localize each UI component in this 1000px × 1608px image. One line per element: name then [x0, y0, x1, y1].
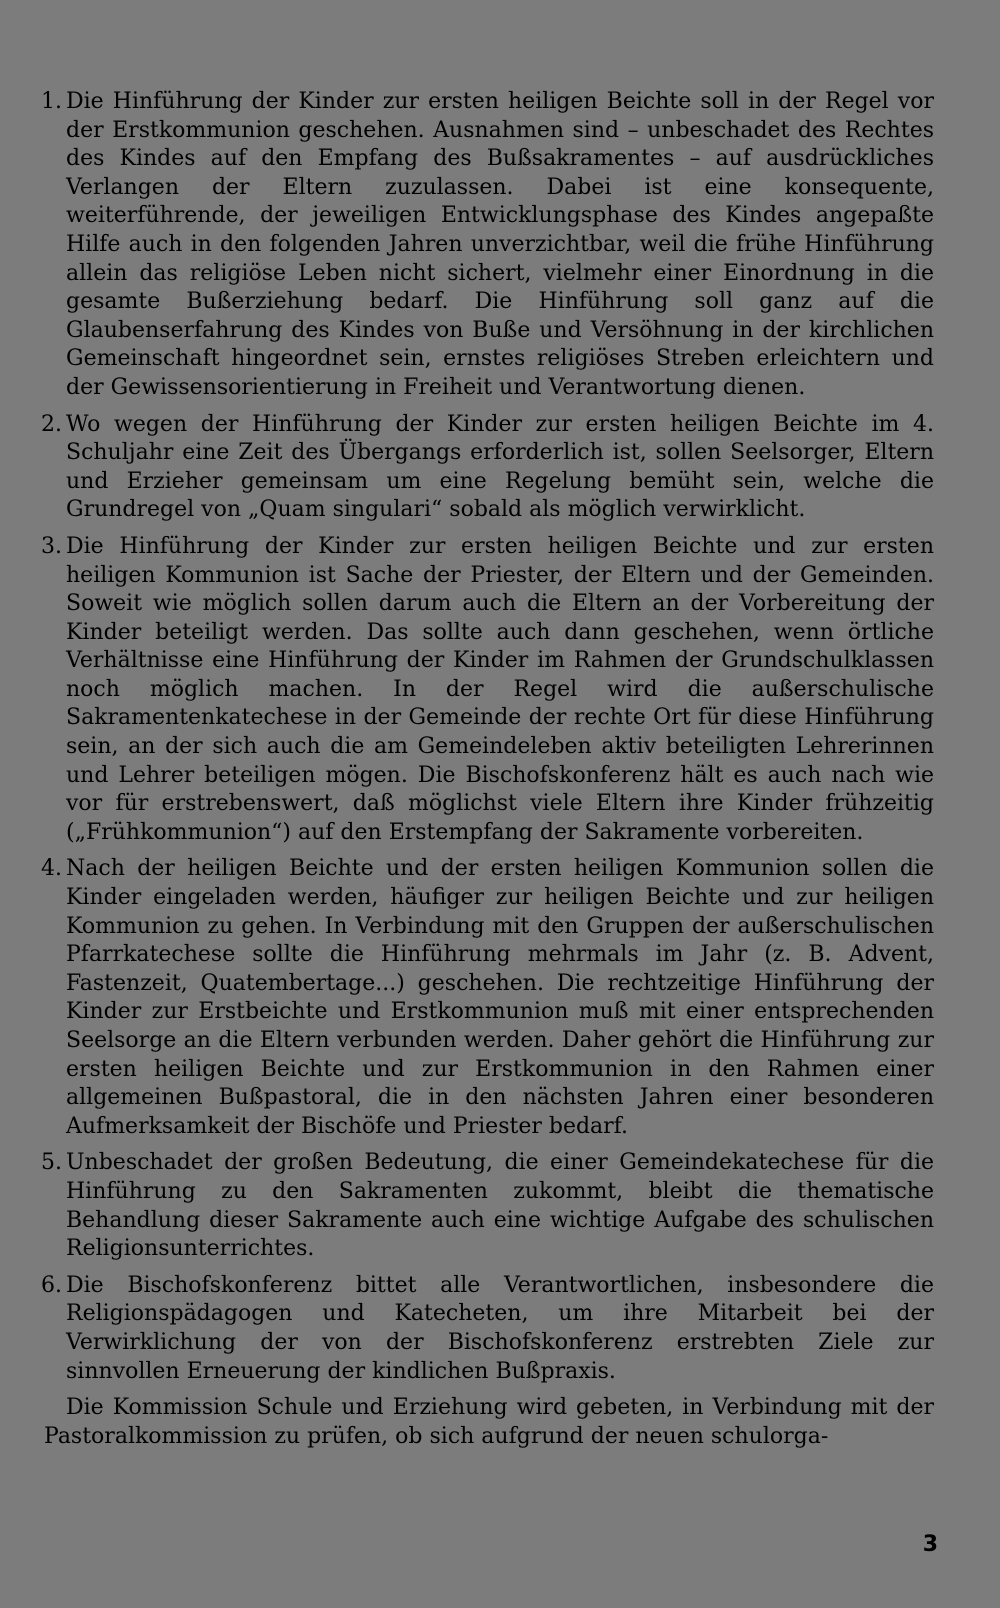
list-item-2	[41, 411, 934, 525]
item-number: 2.	[41, 411, 62, 437]
closing-paragraph: Die Kommission Schule und Erziehung wird gebeten, in Verbindung mit der Pastoralkommission zu prüfen, ob sich aufgrund der neuen schulorga-	[44, 1395, 934, 1449]
item-number: 3.	[41, 533, 62, 559]
list-item-3	[41, 533, 934, 848]
item-text: Nach der heiligen Beichte und der ersten heiligen Kommunion sollen die Kinder eingeladen werden, häufiger zur heiligen Beichte und zur heiligen Kommunion zu gehen. In Verbindung mit den Gruppen der außerschulischen Pfarrkatechese sollte die Hinführung mehrmals im Jahr (z. B. Advent, Fastenzeit, Quatembertage...) geschehen. Die rechtzeitige Hinführung der Kinder zur Erstbeichte und Erstkommunion muß mit einer entsprechenden Seelsorge an die Eltern verbunden werden. Daher gehört die Hinführung zur ersten heiligen Beichte und zur Erstkommunion in den Rahmen einer allgemeinen Bußpastoral, die in den nächsten Jahren einer besonderen Aufmerksamkeit der Bischöfe und Priester bedarf.	[66, 856, 934, 1139]
item-text: Die Hinführung der Kinder zur ersten heiligen Beichte soll in der Regel vor der Erstkommunion geschehen. Ausnahmen sind – unbeschadet des Rechtes des Kindes auf den Empfang des Bußsakramentes – auf ausdrückliches Verlangen der Eltern zuzulassen. Dabei ist eine konsequente, weiterführende, der jeweiligen Entwicklungsphase des Kindes angepaßte Hilfe auch in den folgenden Jahren unverzichtbar, weil die frühe Hinführung allein das religiöse Leben nicht sichert, vielmehr einer Einordnung in die gesamte Bußerziehung bedarf. Die Hinführung soll ganz auf die Glaubenserfahrung des Kindes von Buße und Versöhnung in der kirchlichen Gemeinschaft hingeordnet sein, ernstes religiöses Streben erleichtern und der Gewissensorientierung in Freiheit und Verantwortung dienen.	[66, 89, 934, 400]
list-item-4	[41, 855, 934, 1141]
item-number: 4.	[41, 856, 62, 882]
page-number: 3	[922, 1532, 938, 1557]
item-number: 1.	[41, 89, 62, 114]
body-text	[41, 88, 934, 1451]
item-text: Die Hinführung der Kinder zur ersten heiligen Beichte und zur ersten heiligen Kommunion ist Sache der Priester, der Eltern und der Gemeinden. Soweit wie möglich sollen darum auch die Eltern an der Vorbereitung der Kinder beteiligt werden. Das sollte auch dann geschehen, wenn örtliche Verhältnisse eine Hinführung der Kinder im Rahmen der Grundschulklassen noch möglich machen. In der Regel wird die außerschulische Sakramentenkatechese in der Gemeinde der rechte Ort für diese Hinführung sein, an der sich auch die am Gemeindeleben aktiv beteiligten Lehrerinnen und Lehrer beteiligen mögen. Die Bischofskonferenz hält es auch nach wie vor für erstrebenswert, daß möglichst viele Eltern ihre Kinder frühzeitig („Frühkommunion“) auf den Erstempfang der Sakramente vorbereiten.	[66, 533, 934, 845]
list-item-1	[41, 88, 934, 403]
list-item-6	[41, 1272, 934, 1386]
item-text: Wo wegen der Hinführung der Kinder zur ersten heiligen Beichte im 4. Schuljahr eine Zeit des Übergangs erforderlich ist, sollen Seelsorger, Eltern und Erzieher gemeinsam um eine Regelung bemüht sein, welche die Grundregel von „Quam singulari“ sobald als möglich verwirklicht.	[66, 411, 934, 523]
item-number: 6.	[41, 1272, 62, 1298]
item-text: Die Bischofskonferenz bittet alle Verantwortlichen, insbesondere die Religionspädagogen und Katecheten, um ihre Mitarbeit bei der Verwirklichung der von der Bischofskonferenz erstrebten Ziele zur sinnvollen Erneuerung der kindlichen Bußpraxis.	[66, 1272, 934, 1384]
item-text: Unbeschadet der großen Bedeutung, die einer Gemeindekatechese für die Hinführung zu den Sakramenten zukommt, bleibt die thematische Behandlung dieser Sakramente auch eine wichtige Aufgabe des schulischen Religionsunterrichtes.	[66, 1150, 934, 1262]
list-item-5	[41, 1149, 934, 1263]
item-number: 5.	[41, 1150, 62, 1176]
